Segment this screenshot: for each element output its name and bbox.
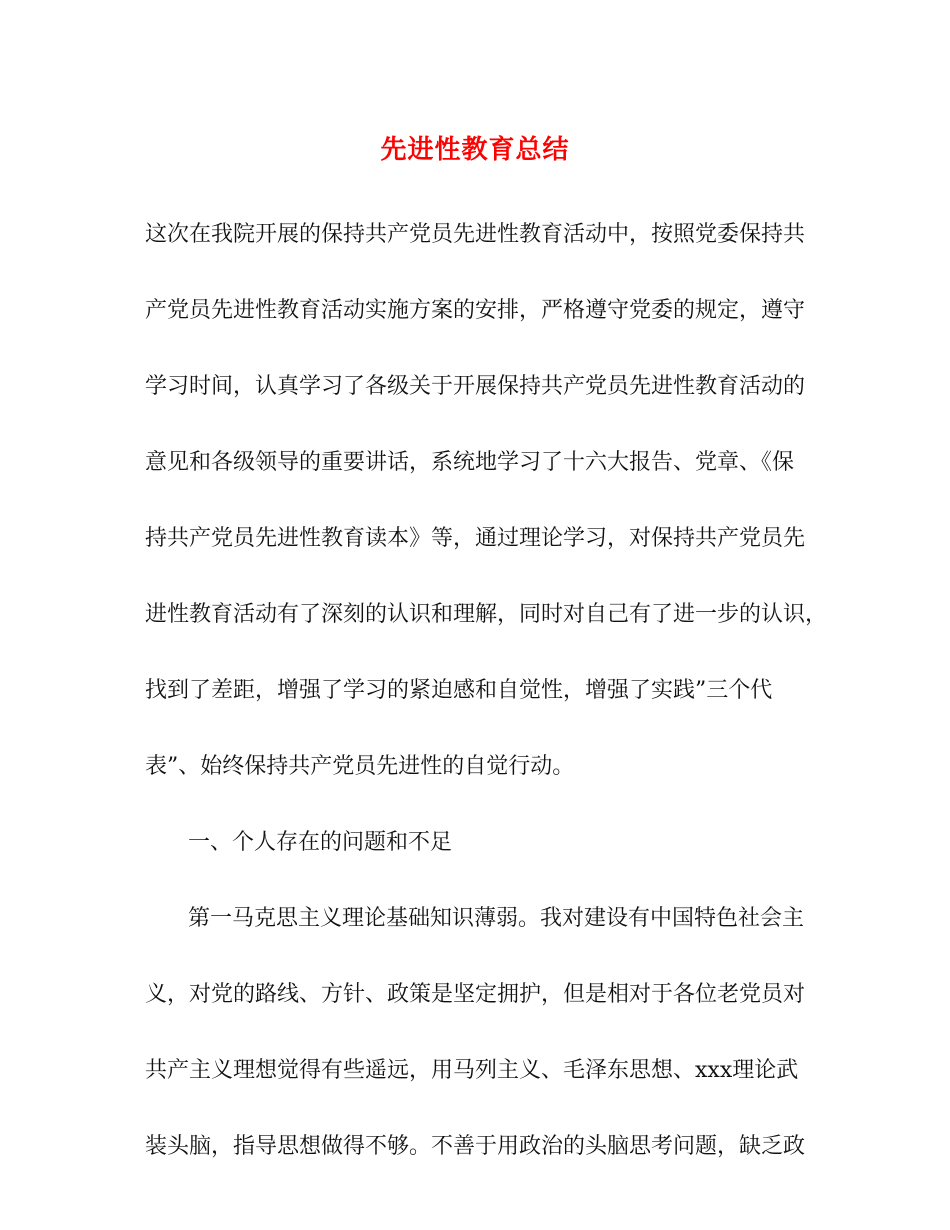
paragraph-line: 第一马克思主义理论基础知识薄弱。我对建设有中国特色社会主 [188,906,805,931]
section-heading: 一、个人存在的问题和不足 [188,830,453,855]
paragraph-line: 意见和各级领导的重要讲话，系统地学习了十六大报告、党章、《保 [145,450,795,475]
paragraph-line: 表”、始终保持共产党员先进性的自觉行动。 [145,754,575,779]
paragraph-line: 进性教育活动有了深刻的认识和理解，同时对自己有了进一步的认识， [145,602,828,627]
paragraph-line: 找到了差距，增强了学习的紧迫感和自觉性，增强了实践”三个代 [145,678,773,703]
paragraph-line: 义，对党的路线、方针、政策是坚定拥护，但是相对于各位老党员对 [145,982,806,1007]
document-title: 先进性教育总结 [380,135,570,165]
paragraph-line: 产党员先进性教育活动实施方案的安排，严格遵守党委的规定，遵守 [145,298,806,323]
paragraph-line: 共产主义理想觉得有些遥远，用马列主义、毛泽东思想、xxx理论武 [145,1058,799,1083]
paragraph-line: 这次在我院开展的保持共产党员先进性教育活动中，按照党委保持共 [145,222,806,247]
paragraph-line: 持共产党员先进性教育读本》等，通过理论学习，对保持共产党员先 [145,526,806,551]
paragraph-line: 装头脑，指导思想做得不够。不善于用政治的头脑思考问题，缺乏政 [145,1134,806,1159]
paragraph-line: 学习时间，认真学习了各级关于开展保持共产党员先进性教育活动的 [145,374,806,399]
